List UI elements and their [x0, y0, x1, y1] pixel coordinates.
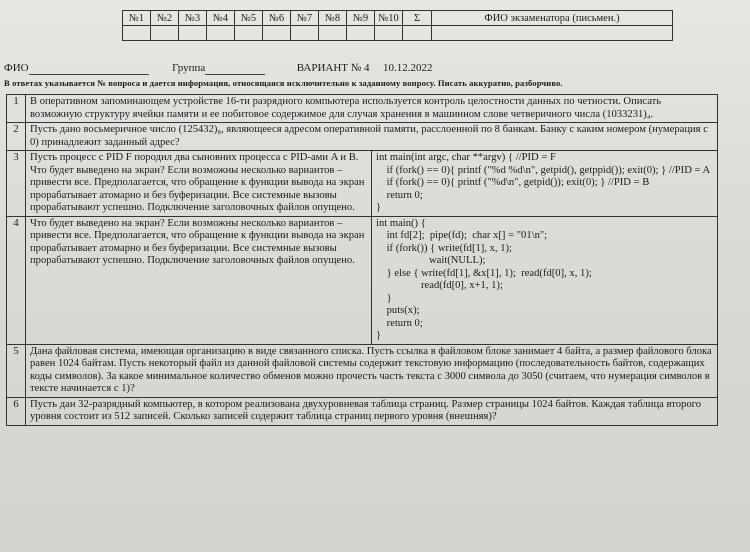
questions-table [6, 94, 718, 426]
grade-sum-label: Σ [403, 11, 432, 26]
question-number: 3 [7, 151, 26, 217]
grade-cell-label: №1 [123, 11, 151, 26]
grade-entry[interactable] [235, 26, 263, 41]
instructions: В ответах указывается № вопроса и дается информация, относящаяся исключительно к заданному вопросу. Писать аккуратно, разборчиво. [4, 78, 563, 88]
grade-cell-label: №3 [179, 11, 207, 26]
examiner-label: ФИО экзаменатора (письмен.) [432, 11, 673, 26]
question-number: 4 [7, 216, 26, 344]
grade-entry[interactable] [179, 26, 207, 41]
group-label: Группа [172, 62, 206, 74]
grade-entry[interactable] [151, 26, 179, 41]
question-row [7, 123, 718, 151]
exam-date: 10.12.2022 [383, 62, 433, 74]
question-row [7, 95, 718, 123]
question-text: Пусть процесс с PID F породил два сыновних процесса с PID-ами A и B. Что будет выведено на экран? Если возможны несколько вариантов – привести все. Предполагается, что обращение к функции вывода на экран прорабатывает атомарно и без буферизации. Все системные вызовы прорабатывают успешно. Подключение заголовочных файлов опущено. [26, 151, 372, 217]
question-row [7, 397, 718, 425]
question-number: 1 [7, 95, 26, 123]
grade-cell-label: №5 [235, 11, 263, 26]
question-row [7, 151, 718, 217]
question-text: В оперативном запоминающем устройстве 16-ти разрядного компьютера используется контроль целостности данных по четности. Описать возможную структуру ячейки памяти и ее побитовое содержимое для случая хранения в машинном слове четверичного числа (1033231)₄. [26, 95, 718, 123]
question-text: Дана файловая система, имеющая организацию в виде связанного списка. Пусть ссылка в файловом блоке занимает 4 байта, а размер файлового блока равен 1024 байтам. Пусть некоторый файл из данной файловой системы содержит текстовую информацию (последовательность байтов, содержащих коды символов). За какое минимальное количество обменов можно прочесть часть текста с 3000 символа до 3050 (считаем, что нумерация символов в тексте начинается с 1)? [26, 344, 718, 397]
grade-cell-label: №8 [319, 11, 347, 26]
grade-cell-label: №10 [375, 11, 403, 26]
fio-field[interactable] [29, 62, 149, 75]
question-text: Пусть дано восьмеричное число (125432)₈, являющееся адресом оперативной памяти, расслоенной по 8 банкам. Банку с каким номером (нумерация с 0) принадлежит заданный адрес? [26, 123, 718, 151]
grade-cell-label: №9 [347, 11, 375, 26]
grade-cell-label: №4 [207, 11, 235, 26]
question-number: 6 [7, 397, 26, 425]
grade-table [122, 10, 673, 41]
grade-cell-label: №2 [151, 11, 179, 26]
student-header [4, 62, 433, 75]
grade-entry[interactable] [319, 26, 347, 41]
variant-label: ВАРИАНТ № 4 [296, 62, 370, 74]
fio-label: ФИО [4, 62, 29, 74]
code-listing: int main(int argc, char **argv) { //PID = F if (fork() == 0){ printf ("%d %d\n", getpid(), getppid()); exit(0); } //PID = A if (fork() == 0){ printf ("%d\n", getpid()); exit(0); } //PID = B return 0; } [372, 151, 718, 217]
question-text: Что будет выведено на экран? Если возможны несколько вариантов – привести все. Предполагается, что обращение к функции вывода на экран прорабатывает атомарно и без буферизации. Все системные вызовы прорабатывают успешно. Подключение заголовочных файлов опущено. [26, 216, 372, 344]
grade-sum-entry[interactable] [403, 26, 432, 41]
question-row [7, 216, 718, 344]
grade-entry[interactable] [123, 26, 151, 41]
examiner-entry[interactable] [432, 26, 673, 41]
grade-cell-label: №7 [291, 11, 319, 26]
grade-entry[interactable] [375, 26, 403, 41]
grade-entry[interactable] [291, 26, 319, 41]
grade-cell-label: №6 [263, 11, 291, 26]
code-listing: int main() { int fd[2]; pipe(fd); char x[] = "01\n"; if (fork()) { write(fd[1], x, 1); wait(NULL); } else { write(fd[1], &x[1], 1); read(fd[0], x, 1); read(fd[0], x+1, 1); } puts(x); return 0; } [372, 216, 718, 344]
question-number: 5 [7, 344, 26, 397]
group-field[interactable] [205, 62, 265, 75]
question-number: 2 [7, 123, 26, 151]
grade-entry[interactable] [263, 26, 291, 41]
grade-entry[interactable] [347, 26, 375, 41]
grade-entry[interactable] [207, 26, 235, 41]
question-row [7, 344, 718, 397]
question-text: Пусть дан 32-разрядный компьютер, в котором реализована двухуровневая таблица страниц. Размер страницы 1024 байтов. Каждая таблица второго уровня состоит из 512 записей. Сколько записей содержит таблица страниц первого уровня (внешняя)? [26, 397, 718, 425]
